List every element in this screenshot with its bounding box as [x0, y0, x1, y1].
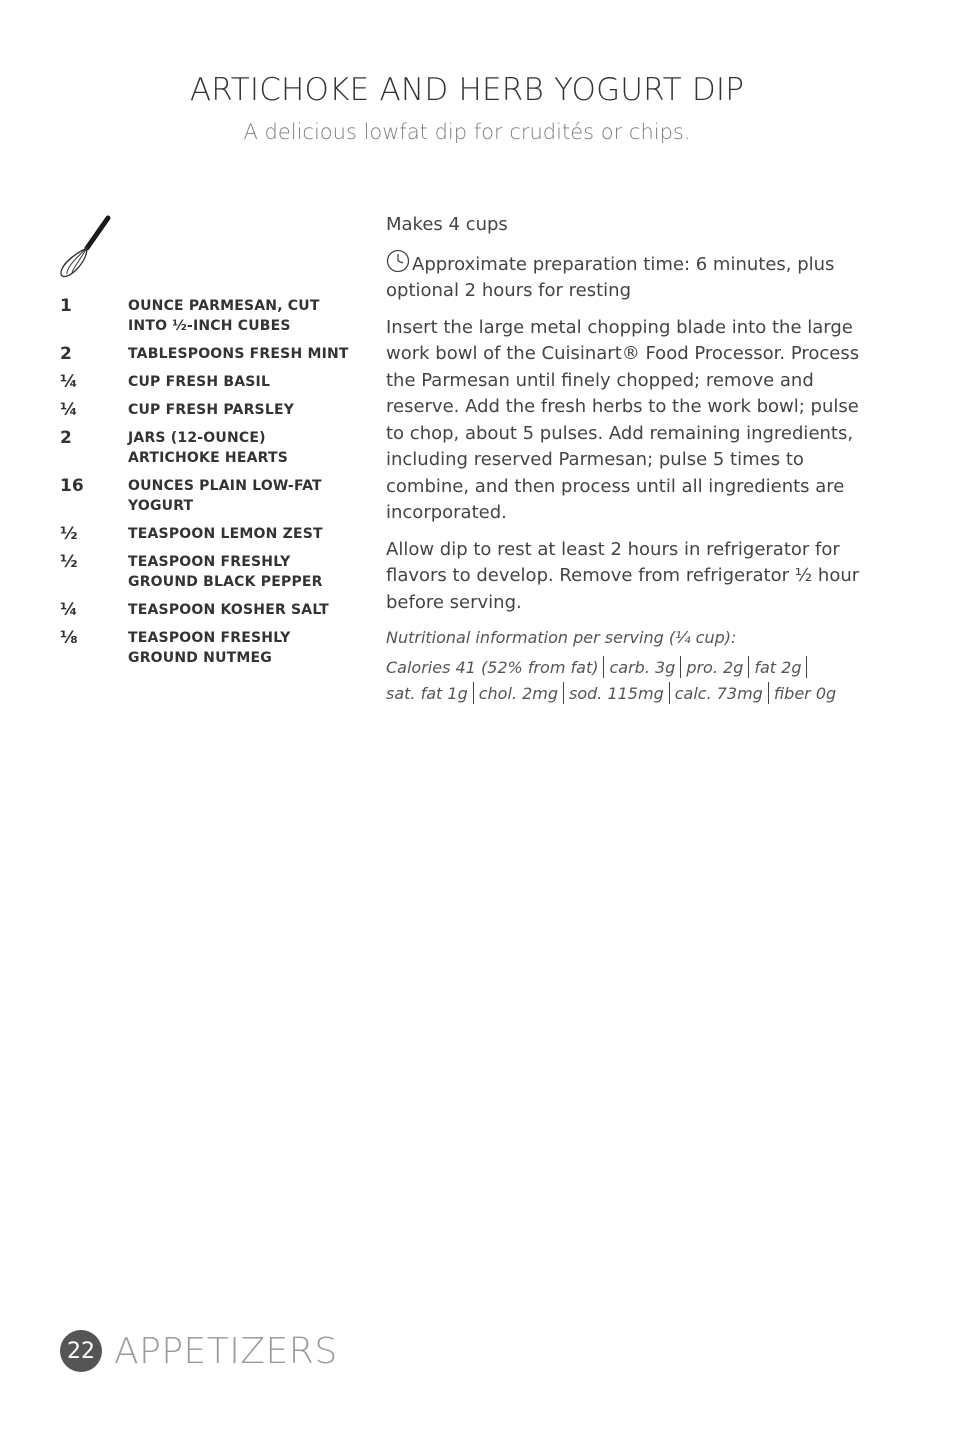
- ingredient-item: [60, 524, 360, 544]
- nutrition-item: sat. fat 1g: [386, 684, 468, 703]
- nutrition-item: calc. 73mg: [674, 684, 763, 703]
- ingredient-item: [60, 428, 360, 468]
- ingredient-item: [60, 552, 360, 592]
- ingredient-text: OUNCE PARMESAN, CUT INTO ½-INCH CUBES: [128, 298, 320, 334]
- ingredient-qty: ¼: [60, 400, 78, 420]
- ingredient-qty: 2: [60, 428, 72, 448]
- recipe-title: ARTICHOKE AND HERB YOGURT DIP: [189, 72, 745, 108]
- page-number: 22: [60, 1330, 102, 1372]
- ingredient-item: [60, 600, 360, 620]
- ingredient-text: JARS (12-OUNCE) ARTICHOKE HEARTS: [128, 430, 289, 466]
- whisk-icon: [56, 214, 116, 280]
- ingredient-text: OUNCES PLAIN LOW-FAT YOGURT: [128, 478, 322, 514]
- ingredient-item: [60, 344, 360, 364]
- nutrition-item: sod. 115mg: [568, 684, 664, 703]
- ingredient-qty: ¼: [60, 372, 78, 392]
- ingredient-item: [60, 628, 360, 668]
- prep-time: [386, 249, 874, 305]
- directions: [386, 212, 874, 707]
- nutrition-heading: Nutritional information per serving (¼ cup):: [386, 628, 737, 647]
- ingredient-item: [60, 476, 360, 516]
- ingredient-text: TEASPOON FRESHLY GROUND NUTMEG: [128, 630, 291, 666]
- nutrition-item: fat 2g: [754, 658, 802, 677]
- ingredient-text: TEASPOON FRESHLY GROUND BLACK PEPPER: [128, 554, 323, 590]
- nutrition-item: pro. 2g: [686, 658, 744, 677]
- ingredient-qty: ¼: [60, 600, 78, 620]
- recipe-subtitle: A delicious lowfat dip for crudités or chips.: [243, 120, 691, 144]
- nutrition-item: chol. 2mg: [478, 684, 558, 703]
- nutrition-item: Calories 41 (52% from fat): [386, 658, 599, 677]
- ingredient-text: TEASPOON LEMON ZEST: [128, 526, 323, 542]
- ingredient-qty: 16: [60, 476, 84, 496]
- ingredient-item: [60, 372, 360, 392]
- section-title: APPETIZERS: [114, 1330, 338, 1372]
- direction-step: Allow dip to rest at least 2 hours in refrigerator for flavors to develop. Remove from refrigerator ½ hour before serving.: [386, 538, 860, 613]
- ingredient-qty: ½: [60, 524, 78, 544]
- ingredient-item: [60, 400, 360, 420]
- ingredient-qty: ⅛: [60, 628, 78, 648]
- ingredient-qty: 1: [60, 296, 72, 316]
- nutrition-facts: [386, 655, 874, 707]
- yield-text: Makes 4 cups: [386, 214, 508, 235]
- ingredient-text: TEASPOON KOSHER SALT: [128, 602, 329, 618]
- ingredient-qty: 2: [60, 344, 72, 364]
- ingredient-qty: ½: [60, 552, 78, 572]
- ingredient-text: CUP FRESH PARSLEY: [128, 402, 295, 418]
- nutrition-item: carb. 3g: [609, 658, 676, 677]
- prep-time-text: Approximate preparation time: 6 minutes, plus optional 2 hours for resting: [386, 253, 835, 301]
- ingredient-list: [60, 296, 360, 676]
- direction-step: Insert the large metal chopping blade into the large work bowl of the Cuisinart® Food Processor. Process the Parmesan until finely chopped; remove and reserve. Add the fresh herbs to the work bowl; pulse to chop, about 5 pulses. Add remaining ingredients, including reserved Parmesan; pulse 5 times to combine, and then process until all ingredients are incorporated.: [386, 316, 860, 523]
- ingredient-item: [60, 296, 360, 336]
- ingredient-text: CUP FRESH BASIL: [128, 374, 271, 390]
- clock-icon: [386, 249, 410, 273]
- ingredient-text: TABLESPOONS FRESH MINT: [128, 346, 349, 362]
- page-footer: [60, 1330, 338, 1372]
- nutrition-item: fiber 0g: [773, 684, 837, 703]
